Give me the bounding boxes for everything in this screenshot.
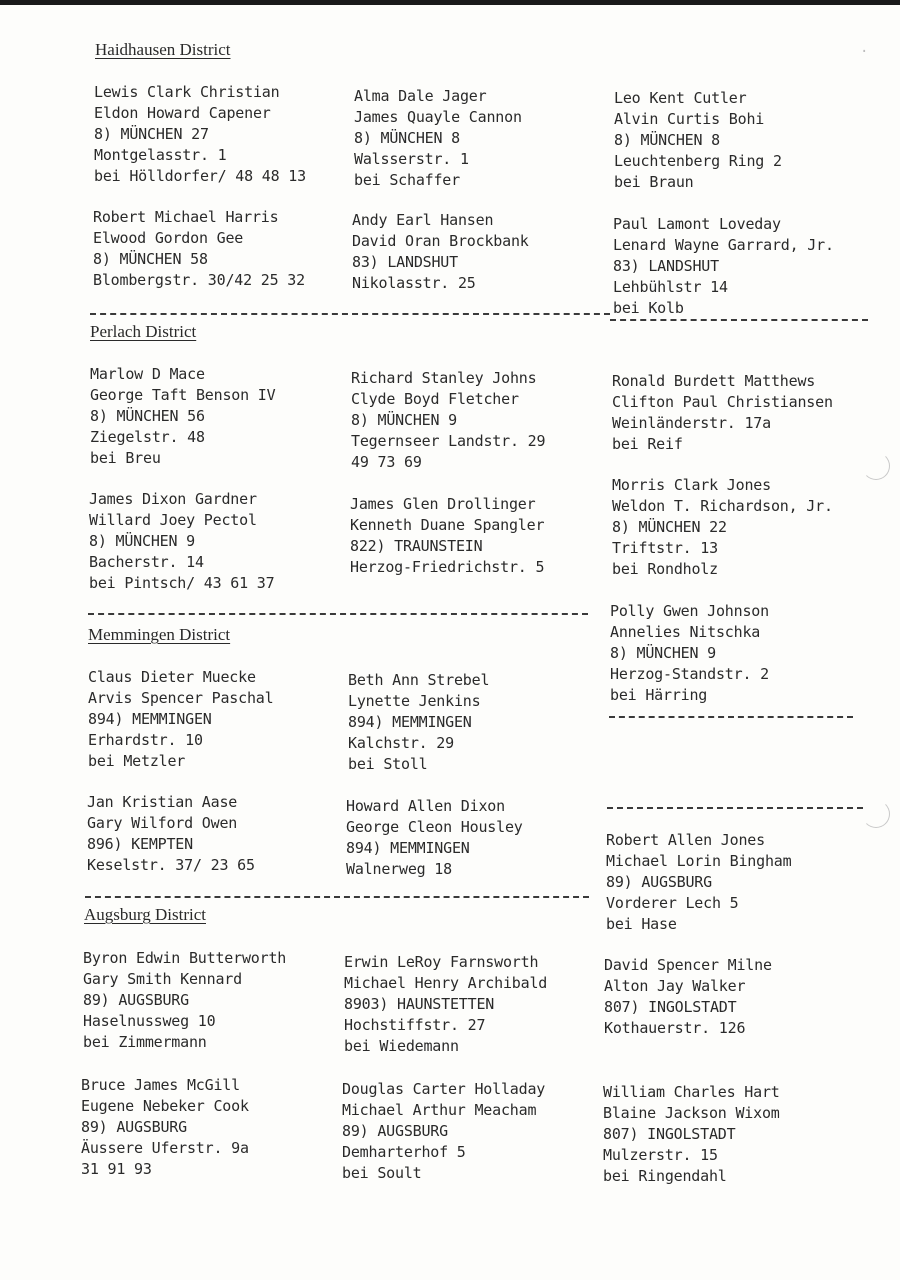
postal-city: 8903) HAUNSTETTEN (344, 995, 495, 1013)
postal-city: 89) AUGSBURG (342, 1122, 448, 1140)
missionary-name: Howard Allen Dixon (346, 797, 505, 815)
postal-city: 894) MEMMINGEN (88, 710, 212, 728)
missionary-name: Paul Lamont Loveday (613, 215, 781, 233)
postal-city: 83) LANDSHUT (613, 257, 719, 275)
street-address: Walnerweg 18 (346, 860, 452, 878)
companion-name: Elwood Gordon Gee (93, 229, 244, 247)
address-entry (606, 830, 791, 935)
companion-name: Michael Lorin Bingham (606, 852, 792, 870)
missionary-name: William Charles Hart (603, 1083, 780, 1101)
companion-name: Alton Jay Walker (604, 977, 746, 995)
postal-city: 822) TRAUNSTEIN (350, 537, 483, 555)
postal-city: 807) INGOLSTADT (603, 1125, 736, 1143)
address-entry (88, 667, 273, 772)
dashed-divider (85, 896, 589, 898)
host-info: bei Ringendahl (603, 1167, 727, 1185)
missionary-name: Andy Earl Hansen (352, 211, 494, 229)
address-entry (90, 364, 275, 469)
missionary-name: James Dixon Gardner (89, 490, 257, 508)
street-address: Montgelasstr. 1 (94, 146, 227, 164)
missionary-name: Jan Kristian Aase (87, 793, 238, 811)
street-address: Äussere Uferstr. 9a (81, 1139, 249, 1157)
missionary-name: Leo Kent Cutler (614, 89, 747, 107)
companion-name: Lenard Wayne Garrard, Jr. (613, 236, 834, 254)
companion-name: George Taft Benson IV (90, 386, 276, 404)
dashed-divider (610, 319, 868, 321)
companion-name: Clyde Boyd Fletcher (351, 390, 519, 408)
missionary-name: Alma Dale Jager (354, 87, 487, 105)
postal-city: 8) MÜNCHEN 9 (89, 532, 195, 550)
host-info: bei Hase (606, 915, 677, 933)
postal-city: 8) MÜNCHEN 9 (610, 644, 716, 662)
companion-name: Alvin Curtis Bohi (614, 110, 765, 128)
companion-name: Arvis Spencer Paschal (88, 689, 274, 707)
companion-name: James Quayle Cannon (354, 108, 522, 126)
companion-name: David Oran Brockbank (352, 232, 529, 250)
missionary-name: Marlow D Mace (90, 365, 205, 383)
address-entry (87, 792, 255, 876)
address-entry (604, 955, 772, 1039)
street-address: Mulzerstr. 15 (603, 1146, 718, 1164)
companion-name: Gary Smith Kennard (83, 970, 242, 988)
postal-city: 894) MEMMINGEN (348, 713, 472, 731)
missionary-name: Byron Edwin Butterworth (83, 949, 287, 967)
host-info: bei Zimmermann (83, 1033, 207, 1051)
district-heading-augsburg: Augsburg District (84, 905, 206, 924)
host-info: bei Breu (90, 449, 161, 467)
postal-city: 89) AUGSBURG (606, 873, 712, 891)
postal-city: 896) KEMPTEN (87, 835, 193, 853)
address-entry (344, 952, 547, 1057)
punch-hole-mark (862, 800, 890, 828)
address-entry (612, 371, 833, 455)
address-entry (346, 796, 523, 880)
street-address: Leuchtenberg Ring 2 (614, 152, 782, 170)
street-address: Keselstr. 37/ 23 65 (87, 856, 255, 874)
dashed-divider (607, 807, 863, 809)
host-info: bei Soult (342, 1164, 422, 1182)
dashed-divider (88, 613, 588, 615)
host-info: bei Metzler (88, 752, 186, 770)
street-address: Hochstiffstr. 27 (344, 1016, 486, 1034)
district-heading-haidhausen: Haidhausen District (95, 40, 231, 59)
postal-city: 83) LANDSHUT (352, 253, 458, 271)
postal-city: 8) MÜNCHEN 22 (612, 518, 727, 536)
street-address: Herzog-Standstr. 2 (610, 665, 769, 683)
postal-city: 8) MÜNCHEN 9 (351, 411, 457, 429)
companion-name: Kenneth Duane Spangler (350, 516, 545, 534)
missionary-name: Bruce James McGill (81, 1076, 240, 1094)
district-heading-perlach: Perlach District (90, 322, 197, 341)
street-address: Herzog-Friedrichstr. 5 (350, 558, 545, 576)
street-address: Kalchstr. 29 (348, 734, 454, 752)
postal-city: 89) AUGSBURG (83, 991, 189, 1009)
street-address: Weinländerstr. 17a (612, 414, 771, 432)
companion-name: Clifton Paul Christiansen (612, 393, 833, 411)
missionary-name: Morris Clark Jones (612, 476, 771, 494)
district-heading-memmingen: Memmingen District (88, 625, 231, 644)
host-info: bei Härring (610, 686, 708, 704)
dashed-divider (90, 313, 610, 315)
postal-city: 807) INGOLSTADT (604, 998, 737, 1016)
street-address: Walsserstr. 1 (354, 150, 469, 168)
street-address: Lehbühlstr 14 (613, 278, 728, 296)
companion-name: Lynette Jenkins (348, 692, 481, 710)
missionary-name: David Spencer Milne (604, 956, 772, 974)
companion-name: Gary Wilford Owen (87, 814, 238, 832)
host-info: bei Hölldorfer/ 48 48 13 (94, 167, 306, 185)
address-entry (348, 670, 489, 775)
companion-name: Michael Arthur Meacham (342, 1101, 537, 1119)
page-top-edge (0, 0, 900, 5)
phone-number: 31 91 93 (81, 1160, 152, 1178)
punch-hole-mark (862, 452, 890, 480)
missionary-name: Robert Allen Jones (606, 831, 765, 849)
address-entry (83, 948, 286, 1053)
host-info: bei Kolb (613, 299, 684, 317)
street-address: Haselnussweg 10 (83, 1012, 216, 1030)
street-address: Blombergstr. 30/42 25 32 (93, 271, 305, 289)
street-address: Ziegelstr. 48 (90, 428, 205, 446)
street-address: Demharterhof 5 (342, 1143, 466, 1161)
companion-name: George Cleon Housley (346, 818, 523, 836)
missionary-name: Polly Gwen Johnson (610, 602, 769, 620)
missionary-name: Richard Stanley Johns (351, 369, 537, 387)
postal-city: 8) MÜNCHEN 27 (94, 125, 209, 143)
address-entry (351, 368, 545, 473)
street-address: Nikolasstr. 25 (352, 274, 476, 292)
companion-name: Annelies Nitschka (610, 623, 761, 641)
address-entry (352, 210, 529, 294)
companion-name: Michael Henry Archibald (344, 974, 548, 992)
postal-city: 89) AUGSBURG (81, 1118, 187, 1136)
address-entry (610, 601, 769, 706)
host-info: bei Stoll (348, 755, 428, 773)
host-info: bei Pintsch/ 43 61 37 (89, 574, 275, 592)
missionary-name: Douglas Carter Holladay (342, 1080, 546, 1098)
address-entry (612, 475, 833, 580)
missionary-name: James Glen Drollinger (350, 495, 536, 513)
address-entry (94, 82, 306, 187)
address-entry (613, 214, 834, 319)
address-entry (81, 1075, 249, 1180)
host-info: bei Reif (612, 435, 683, 453)
phone-number: 49 73 69 (351, 453, 422, 471)
postal-city: 8) MÜNCHEN 56 (90, 407, 205, 425)
companion-name: Blaine Jackson Wixom (603, 1104, 780, 1122)
address-entry (614, 88, 782, 193)
postal-city: 8) MÜNCHEN 58 (93, 250, 208, 268)
address-entry (354, 86, 522, 191)
missionary-name: Ronald Burdett Matthews (612, 372, 816, 390)
street-address: Bacherstr. 14 (89, 553, 204, 571)
street-address: Kothauerstr. 126 (604, 1019, 746, 1037)
host-info: bei Rondholz (612, 560, 718, 578)
address-entry (89, 489, 274, 594)
dashed-divider (609, 716, 853, 718)
companion-name: Willard Joey Pectol (89, 511, 257, 529)
street-address: Erhardstr. 10 (88, 731, 203, 749)
paper-speck: · (860, 44, 869, 60)
postal-city: 8) MÜNCHEN 8 (354, 129, 460, 147)
street-address: Triftstr. 13 (612, 539, 718, 557)
missionary-name: Robert Michael Harris (93, 208, 279, 226)
companion-name: Eugene Nebeker Cook (81, 1097, 249, 1115)
companion-name: Weldon T. Richardson, Jr. (612, 497, 833, 515)
address-entry (603, 1082, 780, 1187)
postal-city: 894) MEMMINGEN (346, 839, 470, 857)
host-info: bei Schaffer (354, 171, 460, 189)
address-entry (342, 1079, 545, 1184)
host-info: bei Wiedemann (344, 1037, 459, 1055)
host-info: bei Braun (614, 173, 694, 191)
street-address: Tegernseer Landstr. 29 (351, 432, 546, 450)
street-address: Vorderer Lech 5 (606, 894, 739, 912)
missionary-name: Lewis Clark Christian (94, 83, 280, 101)
companion-name: Eldon Howard Capener (94, 104, 271, 122)
postal-city: 8) MÜNCHEN 8 (614, 131, 720, 149)
address-entry (350, 494, 544, 578)
missionary-name: Claus Dieter Muecke (88, 668, 256, 686)
missionary-name: Beth Ann Strebel (348, 671, 490, 689)
missionary-name: Erwin LeRoy Farnsworth (344, 953, 539, 971)
address-entry (93, 207, 305, 291)
